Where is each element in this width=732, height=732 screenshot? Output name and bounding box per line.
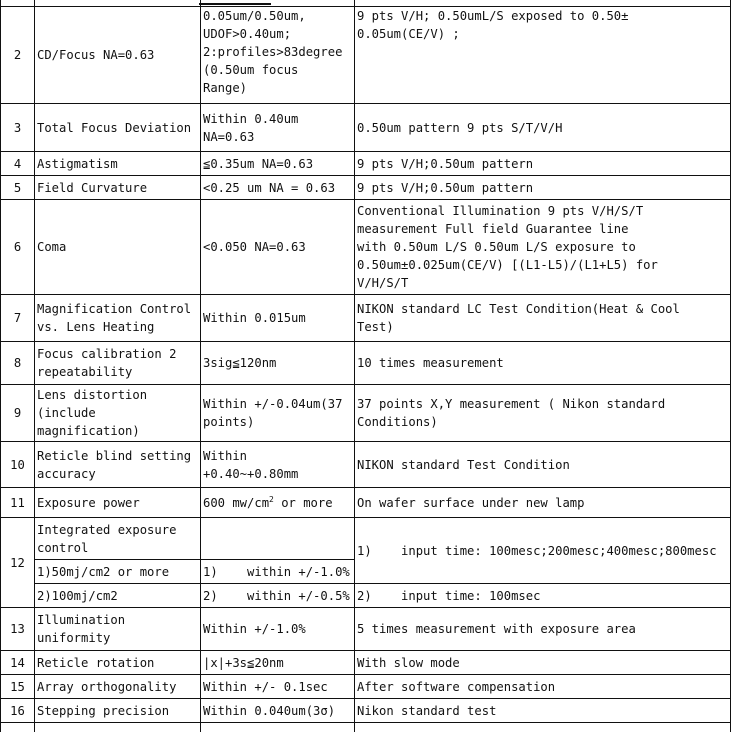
condition-cell: 10 times measurement	[355, 342, 731, 385]
item-cell: Illumination uniformity	[35, 608, 201, 651]
table-row	[1, 152, 731, 176]
item-cell: Astigmatism	[35, 152, 201, 176]
condition-cell: 1) input time: 100mesc;200mesc;400mesc;800mesc	[355, 518, 731, 584]
condition-cell: With slow mode	[355, 651, 731, 675]
condition-cell: 5 times measurement with exposure area	[355, 608, 731, 651]
table-row	[1, 488, 731, 518]
spec-cell: |x|+3s≦20nm	[201, 651, 355, 675]
spec-cell: Within 0.015um	[201, 295, 355, 342]
row-number: 12	[1, 518, 35, 608]
item-cell: 2)100mj/cm2	[35, 584, 201, 608]
condition-cell: On wafer surface under new lamp	[355, 488, 731, 518]
item-cell: CD/Focus NA=0.63	[35, 7, 201, 104]
spec-cell: 1) within +/-1.0%	[201, 560, 355, 584]
table-subrow	[1, 584, 731, 608]
spec-cell: Within +/-0.04um(37 points)	[201, 385, 355, 442]
spec-cell: Within +/-1.0%	[201, 608, 355, 651]
spec-text: 600 mw/cm	[203, 495, 270, 510]
table-row-partial	[1, 723, 731, 732]
condition-cell: 0.50um pattern 9 pts S/T/V/H	[355, 104, 731, 152]
item-cell: Magnification Control vs. Lens Heating	[35, 295, 201, 342]
spec-cell: Within +0.40~+0.80mm	[201, 442, 355, 488]
row-number: 13	[1, 608, 35, 651]
table-row	[1, 608, 731, 651]
row-number: 6	[1, 200, 35, 295]
spec-cell: ≦0.35um NA=0.63	[201, 152, 355, 176]
table-row	[1, 675, 731, 699]
item-cell: Exposure power	[35, 488, 201, 518]
row-number: 10	[1, 442, 35, 488]
spec-cell: Within +/- 0.1sec	[201, 675, 355, 699]
item-cell: Integrated exposure control	[35, 518, 201, 560]
table-row	[1, 200, 731, 295]
item-cell: 1)50mj/cm2 or more	[35, 560, 201, 584]
row-number: 14	[1, 651, 35, 675]
condition-cell: 9 pts V/H;0.50um pattern	[355, 176, 731, 200]
spec-cell: <0.050 NA=0.63	[201, 200, 355, 295]
condition-cell: After software compensation	[355, 675, 731, 699]
condition-cell: 9 pts V/H; 0.50umL/S exposed to 0.50± 0.05um(CE/V) ;	[355, 7, 731, 104]
spec-cell: Within 0.40um NA=0.63	[201, 104, 355, 152]
row-number: 11	[1, 488, 35, 518]
row-number: 8	[1, 342, 35, 385]
table-row	[1, 295, 731, 342]
superscript-2: 2	[269, 494, 274, 504]
row-number: 5	[1, 176, 35, 200]
item-cell: Reticle blind setting accuracy	[35, 442, 201, 488]
table-row	[1, 7, 731, 104]
row-number: 3	[1, 104, 35, 152]
item-cell: Lens distortion (include magnification)	[35, 385, 201, 442]
item-cell: Stepping precision	[35, 699, 201, 723]
row-number: 7	[1, 295, 35, 342]
condition-cell: Nikon standard test	[355, 699, 731, 723]
spec-cell: Within 0.040um(3σ)	[201, 699, 355, 723]
condition-cell: 9 pts V/H;0.50um pattern	[355, 152, 731, 176]
item-cell: Focus calibration 2 repeatability	[35, 342, 201, 385]
table-row	[1, 342, 731, 385]
row-number: 9	[1, 385, 35, 442]
spec-cell: 2) within +/-0.5%	[201, 584, 355, 608]
item-cell: Array orthogonality	[35, 675, 201, 699]
condition-cell: 2) input time: 100msec	[355, 584, 731, 608]
table-row	[1, 699, 731, 723]
table-row	[1, 385, 731, 442]
row-number: 16	[1, 699, 35, 723]
condition-cell: Conventional Illumination 9 pts V/H/S/T measurement Full field Guarantee line with 0.50um L/S 0.50um L/S exposure to 0.50um±0.025um(CE/V) [(L1-L5)/(L1+L5) for V/H/S/T	[355, 200, 731, 295]
spec-text-suffix: or more	[273, 495, 333, 510]
spec-cell: 3sig≦120nm	[201, 342, 355, 385]
table-row	[1, 176, 731, 200]
spec-cell: <0.25 um NA = 0.63	[201, 176, 355, 200]
item-cell: Field Curvature	[35, 176, 201, 200]
condition-cell: NIKON standard Test Condition	[355, 442, 731, 488]
condition-cell: NIKON standard LC Test Condition(Heat & Cool Test)	[355, 295, 731, 342]
table-row	[1, 442, 731, 488]
table-row	[1, 104, 731, 152]
row-number: 4	[1, 152, 35, 176]
spec-cell: 0.05um/0.50um, UDOF>0.40um; 2:profiles>83degree (0.50um focus Range)	[201, 7, 355, 104]
item-cell: Reticle rotation	[35, 651, 201, 675]
table-row	[1, 518, 731, 560]
spec-cell	[201, 518, 355, 560]
item-cell: Coma	[35, 200, 201, 295]
item-cell: Total Focus Deviation	[35, 104, 201, 152]
row-number: 2	[1, 7, 35, 104]
row-number: 15	[1, 675, 35, 699]
table-row	[1, 651, 731, 675]
condition-cell: 37 points X,Y measurement ( Nikon standard Conditions)	[355, 385, 731, 442]
spec-cell	[201, 488, 355, 518]
